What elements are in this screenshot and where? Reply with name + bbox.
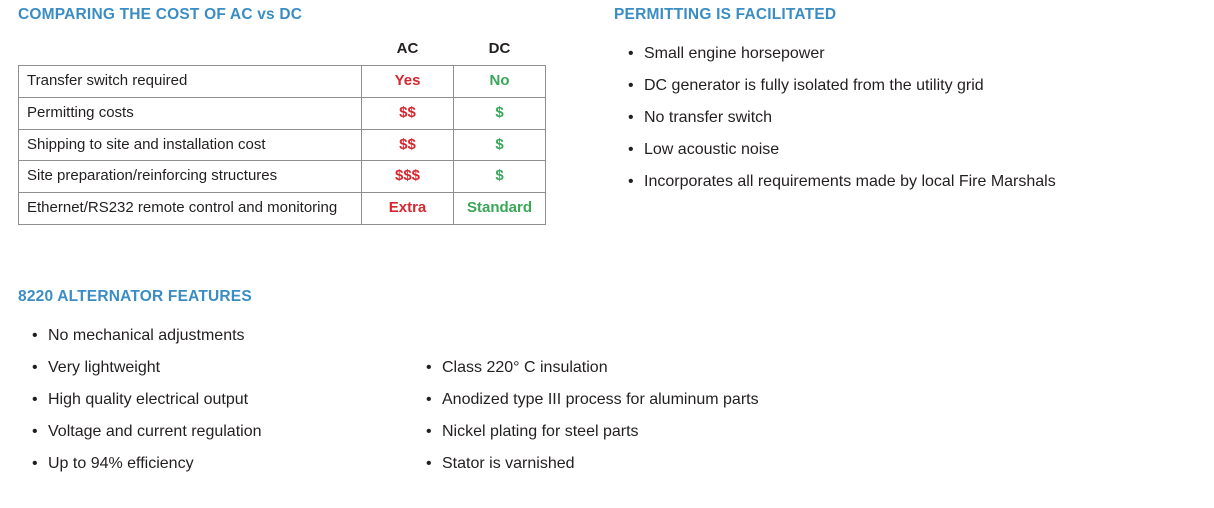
list-item [32,328,432,344]
row-dc-value: No [454,66,546,98]
bullet-icon: • [628,45,634,62]
list-item [426,360,906,376]
table-row [19,161,546,193]
column-header-dc: DC [488,40,511,57]
list-item [426,392,906,408]
row-ac-value: Extra [362,193,454,225]
bullet-icon: • [628,173,634,190]
row-dc-value: $ [454,161,546,193]
list-item-label: DC generator is fully isolated from the utility grid [644,77,984,94]
list-item [426,424,906,440]
cost-comparison-table [18,38,546,225]
bullet-icon: • [426,455,432,472]
permitting-section [614,6,1204,206]
list-item-label: Small engine horsepower [644,45,825,62]
row-ac-value: $$$ [362,161,454,193]
list-item-label: Nickel plating for steel parts [442,423,639,440]
alternator-features-title: 8220 ALTERNATOR FEATURES [18,288,252,305]
cost-comparison-section [18,6,578,225]
list-item-label: Very lightweight [48,359,161,376]
row-ac-value: Yes [362,66,454,98]
bullet-icon: • [32,391,38,408]
bullet-icon: • [426,359,432,376]
list-item-label: Anodized type III process for aluminum parts [442,391,759,408]
list-item [628,46,1204,62]
list-item [32,456,432,472]
bullet-icon: • [628,141,634,158]
row-label: Permitting costs [19,97,362,129]
row-label: Shipping to site and installation cost [19,129,362,161]
alternator-features-section [18,288,1198,508]
bullet-icon: • [32,359,38,376]
bullet-icon: • [32,327,38,344]
column-header-blank [19,38,362,66]
list-item [32,360,432,376]
row-dc-value: $ [454,129,546,161]
table-row [19,66,546,98]
list-item [32,392,432,408]
row-ac-value: $$ [362,97,454,129]
cost-comparison-title: COMPARING THE COST OF AC vs DC [18,6,303,23]
list-item [628,142,1204,158]
list-item-label: Low acoustic noise [644,141,780,158]
list-item-label: No transfer switch [644,109,773,126]
list-item [628,174,1204,190]
row-label: Ethernet/RS232 remote control and monitoring [19,193,362,225]
bullet-icon: • [628,109,634,126]
list-item-label: No mechanical adjustments [48,327,245,344]
list-item-label: Voltage and current regulation [48,423,262,440]
bullet-icon: • [628,77,634,94]
list-item-label: Stator is varnished [442,455,575,472]
list-item [628,78,1204,94]
table-row [19,97,546,129]
row-label: Transfer switch required [19,66,362,98]
list-item [628,110,1204,126]
list-item-label: Incorporates all requirements made by local Fire Marshals [644,173,1056,190]
table-row [19,193,546,225]
row-dc-value: $ [454,97,546,129]
table-row [19,129,546,161]
bullet-icon: • [426,391,432,408]
list-item-label: Up to 94% efficiency [48,455,194,472]
permitting-title: PERMITTING IS FACILITATED [614,6,837,23]
features-columns [18,328,1198,508]
list-item [426,456,906,472]
bullet-icon: • [426,423,432,440]
row-ac-value: $$ [362,129,454,161]
bullet-icon: • [32,423,38,440]
table-header-row [19,38,546,66]
list-item [32,424,432,440]
row-label: Site preparation/reinforcing structures [19,161,362,193]
row-dc-value: Standard [454,193,546,225]
column-header-ac: AC [396,40,419,57]
features-list-right [426,360,906,488]
bullet-icon: • [32,455,38,472]
features-list-left [32,328,432,488]
list-item-label: Class 220° C insulation [442,359,608,376]
permitting-list [628,46,1204,190]
list-item-label: High quality electrical output [48,391,249,408]
